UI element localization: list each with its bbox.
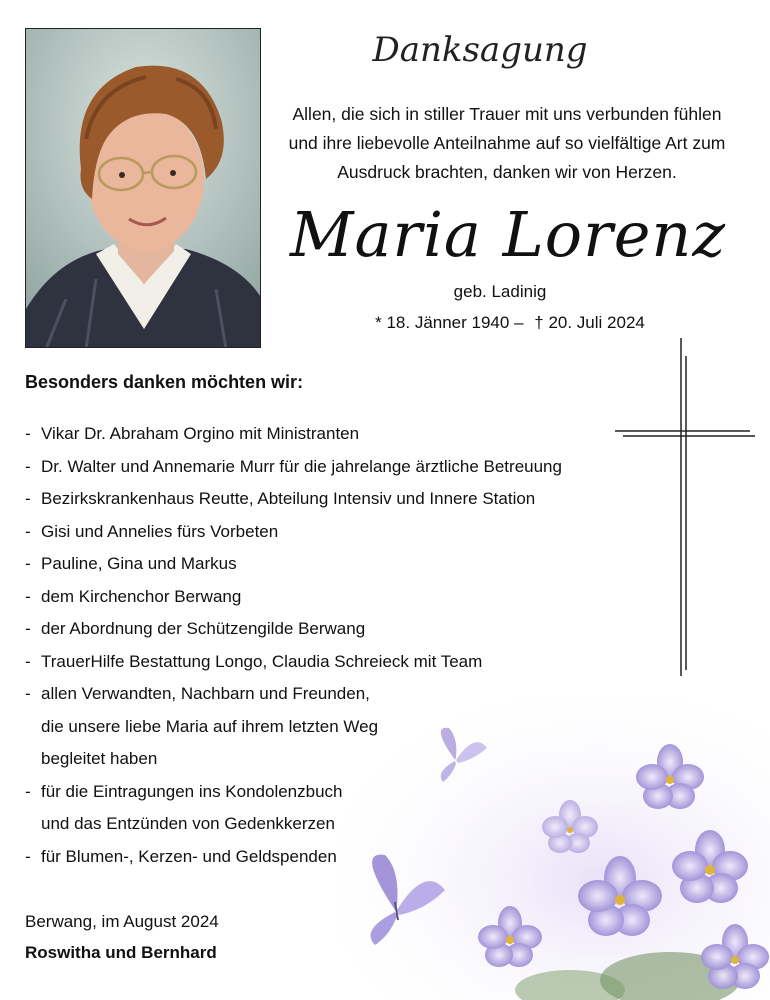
thanks-line: - Pauline, Gina und Markus [41, 554, 237, 573]
thanks-item [25, 613, 645, 646]
thanks-item [25, 418, 645, 451]
intro-line: und ihre liebevolle Anteilnahme auf so vielfältige Art zum [288, 133, 726, 153]
portrait-photo [25, 28, 261, 348]
thanks-item [25, 516, 645, 549]
thanks-line: und das Entzünden von Gedenkkerzen [41, 814, 335, 833]
thanks-item [25, 841, 645, 874]
thanks-item [25, 451, 645, 484]
thanks-heading: Besonders danken möchten wir: [25, 372, 304, 392]
intro-line: Allen, die sich in stiller Trauer mit uns verbunden fühlen [292, 104, 722, 124]
place-date: Berwang, im August 2024 [25, 912, 219, 931]
thanks-line: - Bezirkskrankenhaus Reutte, Abteilung Intensiv und Innere Station [41, 489, 536, 508]
thanks-line: - Dr. Walter und Annemarie Murr für die jahrelange ärztliche Betreuung [41, 456, 562, 476]
intro-text [272, 100, 742, 187]
intro-line: Ausdruck brachten, danken wir von Herzen. [337, 162, 677, 182]
thanks-line: - Gisi und Annelies fürs Vorbeten [41, 521, 279, 541]
birth-date: * 18. Jänner 1940 – [375, 313, 524, 332]
deceased-name: Maria Lorenz [289, 198, 726, 271]
thanks-line: - TrauerHilfe Bestattung Longo, Claudia Schreieck mit Team [41, 651, 483, 671]
portrait-illustration [26, 29, 261, 348]
thanks-line: - für die Eintragungen ins Kondolenzbuch [41, 781, 343, 801]
thanks-line: - Vikar Dr. Abraham Orgino mit Ministranten [41, 424, 360, 443]
thanks-item [25, 581, 645, 614]
born-name: geb. Ladinig [453, 282, 547, 301]
death-date: † 20. Juli 2024 [534, 313, 645, 332]
thanks-line: - für Blumen-, Kerzen- und Geldspenden [41, 846, 337, 866]
thanks-line: begleitet haben [41, 749, 158, 768]
thanks-list [25, 418, 645, 873]
thanks-item [25, 483, 645, 516]
thanks-item [25, 776, 645, 841]
signers: Roswitha und Bernhard [25, 943, 217, 962]
thanks-item [25, 548, 645, 581]
thanks-line: - allen Verwandten, Nachbarn und Freunden, [41, 684, 370, 703]
thanks-line: die unsere liebe Maria auf ihrem letzten Weg [41, 716, 379, 736]
thanks-item [25, 678, 645, 776]
thanks-item [25, 646, 645, 679]
thanks-line: - der Abordnung der Schützengilde Berwang [41, 619, 366, 638]
thanks-line: - dem Kirchenchor Berwang [41, 586, 242, 606]
danksagung-title: Danksagung [372, 30, 588, 70]
life-dates [330, 313, 690, 333]
